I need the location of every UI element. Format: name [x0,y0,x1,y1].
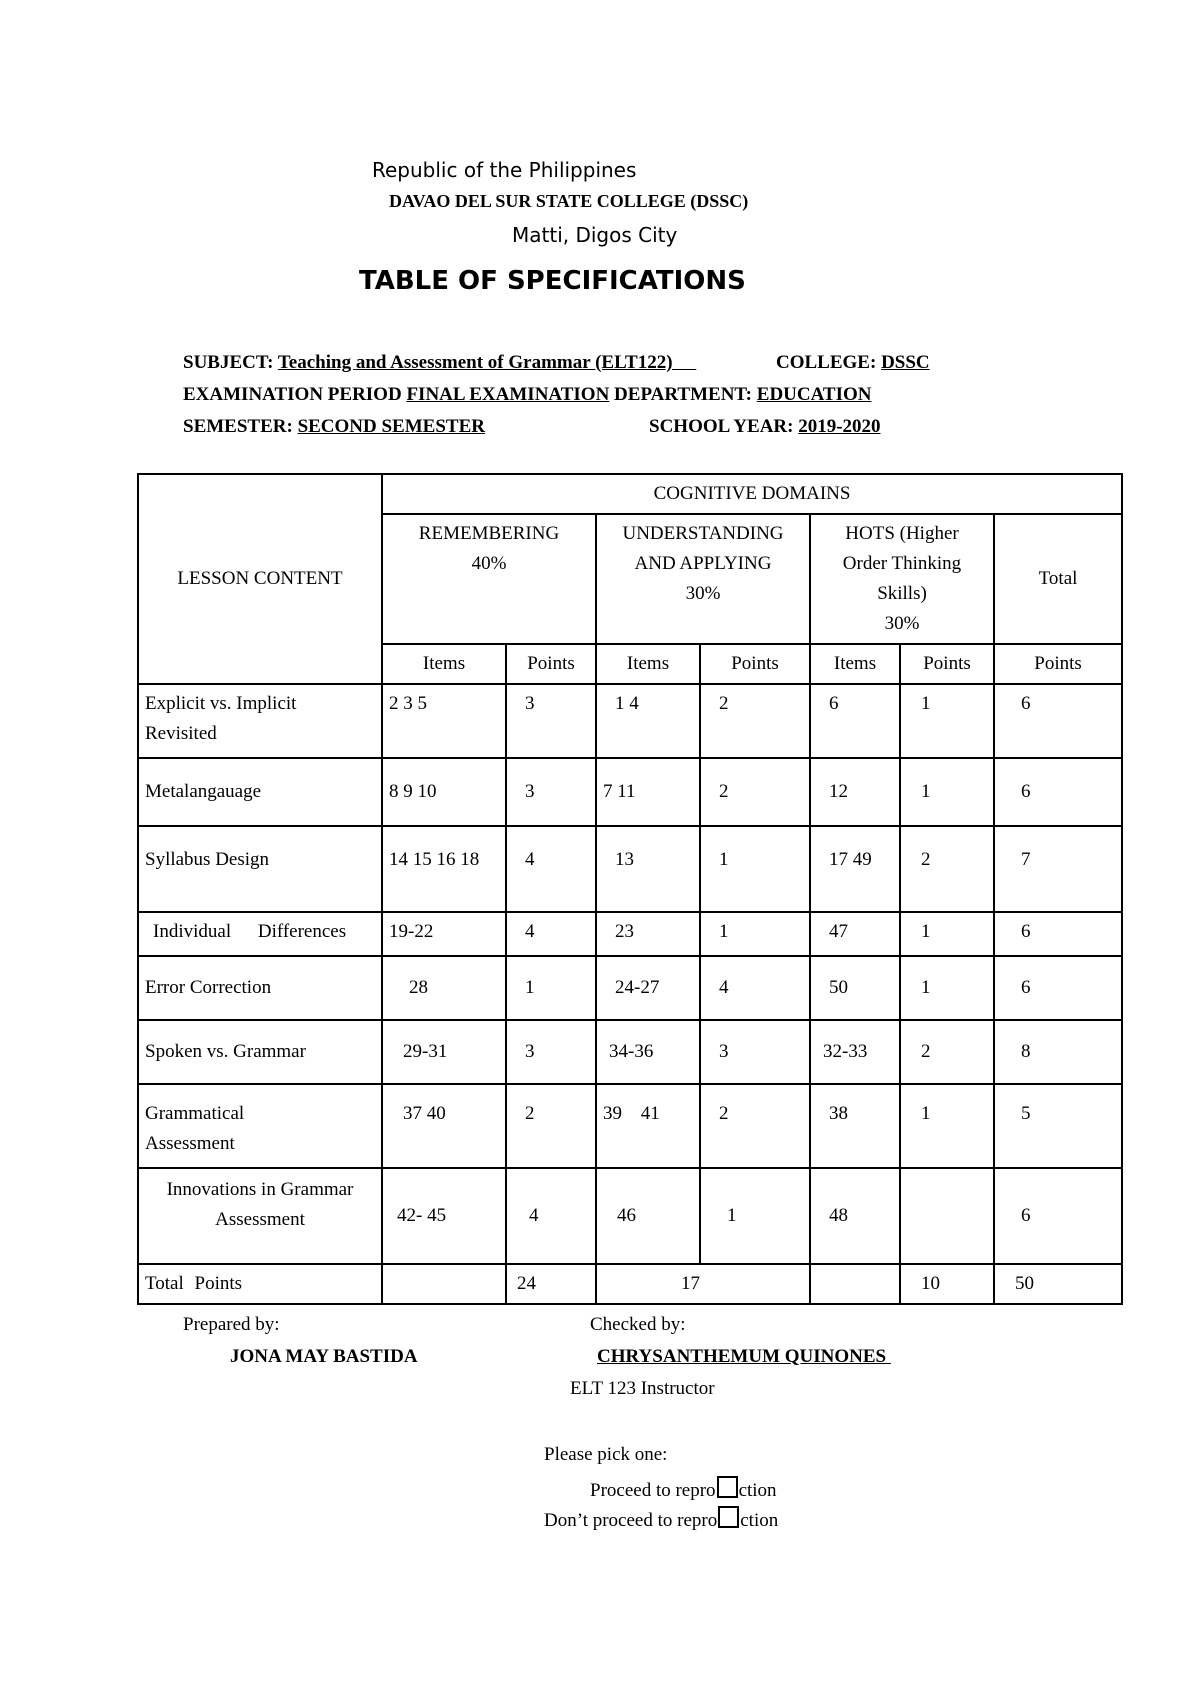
remembering-points: 4 [506,912,596,956]
remembering-points: 3 [506,1020,596,1084]
domain-hots [810,514,994,644]
hots-items: 38 [810,1084,900,1168]
domain-percent: 40% [471,553,507,574]
total-header: Total [994,514,1122,644]
lesson-content-header: LESSON CONTENT [138,474,382,684]
option-dont-proceed[interactable] [544,1506,778,1532]
checked-role: ELT 123 Instructor [570,1378,715,1399]
understanding-items: 13 [596,826,700,912]
understanding-items: 39 41 [596,1084,700,1168]
table-row [138,1084,1122,1168]
items-header: Items [810,644,900,684]
specifications-table [137,473,1123,1305]
total-empty [810,1264,900,1304]
school-year-line [649,416,881,438]
table-row [138,912,1122,956]
understanding-items: 1 4 [596,684,700,758]
location-heading: Matti, Digos City [512,223,678,247]
lesson-cell: Metalangauage [138,758,382,826]
semester-label: SEMESTER: [183,416,293,437]
hots-points: 1 [900,684,994,758]
prepared-label: Prepared by: [183,1314,280,1335]
points-header: Points [994,644,1122,684]
row-total: 6 [994,956,1122,1020]
table-row [138,1168,1122,1264]
table-row [138,758,1122,826]
understanding-points: 1 [700,1168,810,1264]
total-empty [382,1264,506,1304]
domain-name: REMEMBERING [418,523,560,544]
remembering-items: 8 9 10 [382,758,506,826]
hots-points: 2 [900,826,994,912]
domain-percent: 30% [685,583,721,604]
remembering-points: 1 [506,956,596,1020]
checked-label: Checked by: [590,1314,686,1335]
option-dont-proceed-text-end: ction [740,1510,779,1531]
hots-items: 48 [810,1168,900,1264]
lesson-cell: Grammatical Assessment [138,1084,382,1168]
college-value: DSSC [881,352,930,373]
hots-items: 50 [810,956,900,1020]
lesson-cell: Explicit vs. Implicit Revisited [138,684,382,758]
understanding-items: 34-36 [596,1020,700,1084]
points-header: Points [700,644,810,684]
row-total: 7 [994,826,1122,912]
understanding-items: 7 11 [596,758,700,826]
understanding-points: 2 [700,684,810,758]
remembering-items: 29-31 [382,1020,506,1084]
lesson-cell: Innovations in Grammar Assessment [138,1168,382,1264]
understanding-items: 24-27 [596,956,700,1020]
college-heading: DAVAO DEL SUR STATE COLLEGE (DSSC) [389,191,749,211]
hots-points: 1 [900,956,994,1020]
republic-heading: Republic of the Philippines [372,158,637,182]
hots-points: 2 [900,1020,994,1084]
lesson-cell: Error Correction [138,956,382,1020]
remembering-items: 19-22 [382,912,506,956]
lesson-cell: Individual Differences [138,912,382,956]
domain-understanding [596,514,810,644]
period-line [183,384,871,406]
subject-line [183,352,696,374]
subject-label: SUBJECT: [183,352,274,373]
total-label: Total Points [138,1264,382,1304]
understanding-items: 23 [596,912,700,956]
option-proceed-text: Proceed to repro [590,1480,716,1501]
college-line [776,352,930,374]
row-total: 6 [994,1168,1122,1264]
prepared-name: JONA MAY BASTIDA [230,1346,418,1367]
hots-items: 12 [810,758,900,826]
period-value: FINAL EXAMINATION [406,384,610,405]
domain-name: UNDERSTANDING AND APPLYING [622,523,784,574]
remembering-items: 14 15 16 18 [382,826,506,912]
total-hots-points: 10 [900,1264,994,1304]
department-value: EDUCATION [756,384,872,405]
grand-total: 50 [994,1264,1122,1304]
remembering-items: 2 3 5 [382,684,506,758]
remembering-points: 2 [506,1084,596,1168]
hots-points: 1 [900,912,994,956]
row-total: 8 [994,1020,1122,1084]
row-total: 6 [994,912,1122,956]
school-year-label: SCHOOL YEAR: [649,416,794,437]
pick-label: Please pick one: [544,1444,668,1465]
option-proceed[interactable] [590,1476,777,1502]
understanding-points: 2 [700,1084,810,1168]
lesson-cell: Spoken vs. Grammar [138,1020,382,1084]
college-label: COLLEGE: [776,352,877,373]
remembering-points: 3 [506,758,596,826]
remembering-points: 3 [506,684,596,758]
hots-items: 47 [810,912,900,956]
understanding-points: 1 [700,912,810,956]
hots-points: 1 [900,1084,994,1168]
cognitive-domains-header: COGNITIVE DOMAINS [382,474,1122,514]
option-proceed-text-end: ction [738,1480,777,1501]
lesson-cell: Syllabus Design [138,826,382,912]
hots-points: 1 [900,758,994,826]
remembering-points: 4 [506,826,596,912]
page-title: TABLE OF SPECIFICATIONS [359,266,746,296]
period-label: EXAMINATION PERIOD [183,384,402,405]
remembering-items: 28 [382,956,506,1020]
understanding-points: 2 [700,758,810,826]
remembering-items: 37 40 [382,1084,506,1168]
table-row [138,956,1122,1020]
checked-name: CHRYSANTHEMUM QUINONES [597,1346,887,1367]
table-row [138,684,1122,758]
understanding-items: 46 [596,1168,700,1264]
semester-line [183,416,485,438]
table-row [138,1020,1122,1084]
understanding-points: 3 [700,1020,810,1084]
total-row [138,1264,1122,1304]
total-understanding-points: 17 [596,1264,810,1304]
row-total: 6 [994,684,1122,758]
understanding-points: 4 [700,956,810,1020]
domain-name: HOTS (Higher Order Thinking Skills) [842,523,962,604]
checkbox-proceed[interactable] [717,1476,738,1498]
hots-points [900,1168,994,1264]
understanding-points: 1 [700,826,810,912]
points-header: Points [506,644,596,684]
domain-percent: 30% [884,613,920,634]
semester-value: SECOND SEMESTER [297,416,485,437]
subject-value: Teaching and Assessment of Grammar (ELT122) [277,352,673,373]
domain-remembering [382,514,596,644]
total-remembering-points: 24 [506,1264,596,1304]
remembering-points: 4 [506,1168,596,1264]
items-header: Items [382,644,506,684]
hots-items: 32-33 [810,1020,900,1084]
department-label: DEPARTMENT: [614,384,753,405]
row-total: 5 [994,1084,1122,1168]
points-header: Points [900,644,994,684]
school-year-value: 2019-2020 [798,416,881,437]
hots-items: 6 [810,684,900,758]
hots-items: 17 49 [810,826,900,912]
option-dont-proceed-text: Don’t proceed to repro [544,1510,718,1531]
row-total: 6 [994,758,1122,826]
table-row [138,826,1122,912]
remembering-items: 42- 45 [382,1168,506,1264]
checkbox-dont-proceed[interactable] [718,1506,739,1528]
items-header: Items [596,644,700,684]
